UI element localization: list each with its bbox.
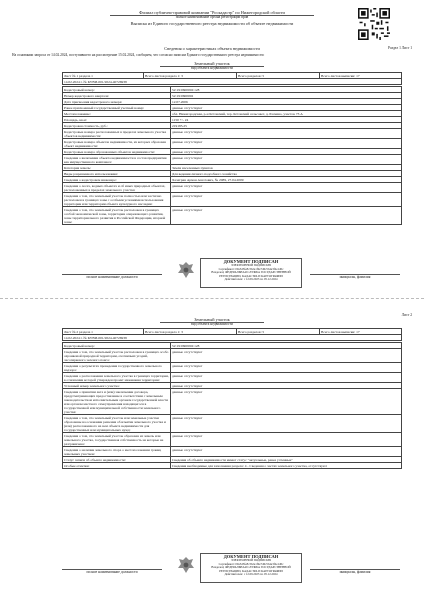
initials-caption: инициалы, фамилия <box>339 275 371 279</box>
table-row <box>63 207 402 225</box>
row-value: 52:19:0600002 <box>171 93 402 99</box>
org-name: Филиал публично-правовой компании "Роскадастр" по Нижегородской области <box>110 10 314 16</box>
row-value: Сведения об объекте недвижимости имеют статус "актуальные, ранее учтенные" <box>171 457 402 463</box>
row-value: данные отсутствуют <box>171 207 402 225</box>
stamp-title: ДОКУМЕНТ ПОДПИСАН <box>223 259 279 264</box>
table-row <box>63 363 402 373</box>
row-value: данные отсутствуют <box>171 389 402 415</box>
row-label: Кадастровые номера расположенных в пределах земельного участка объектов недвижимости: <box>63 129 171 139</box>
row-label: Сведения о наличии земельного спора о местоположении границ земельных участков: <box>63 447 171 457</box>
coat-of-arms-icon <box>176 555 196 575</box>
characteristics-table <box>62 86 402 225</box>
initials-line <box>310 268 400 275</box>
stamp-owner: Владелец: ФЕДЕРАЛЬНАЯ СЛУЖБА ГОСУДАРСТВЕННОЙ РЕГИСТРАЦИИ, КАДАСТРА И КАРТОГРАФИИ <box>211 270 291 278</box>
table-row <box>63 183 402 193</box>
document-title: Выписка из Единого государственного реестра недвижимости об объекте недвижимости <box>130 21 294 26</box>
row-value: данные отсутствуют <box>171 447 402 457</box>
object-type: Земельный участок <box>160 317 264 323</box>
row-label: Сведения о включении объекта недвижимости в состав предприятия как имущественного комплекса: <box>63 155 171 165</box>
qr-code-icon <box>358 8 390 40</box>
row-value: данные отсутствуют <box>171 373 402 383</box>
row-label: Сведения о том, что земельный участок полностью или частично расположен в границах зоны с особыми условиями использования территории или территории объекта культурного наследия: <box>63 193 171 207</box>
org-name-caption: полное наименование органа регистрации прав <box>175 15 249 19</box>
row-label: Кадастровые номера объектов недвижимости, из которых образован объект недвижимости: <box>63 139 171 149</box>
meta-date-number: 14.02.2024 г. № КУВИ-001/2024-40726938 <box>63 335 402 341</box>
row-label: Сведения о расположении земельного участка в границах территории, в отношении которой утвержден проект межевания территории: <box>64 373 169 382</box>
table-row <box>63 139 402 149</box>
row-value: Земли населенных пунктов <box>171 165 402 171</box>
table-row <box>63 349 402 363</box>
row-label: Сведения о принятии акта и (или) заключении договора, предусматривающих предоставление в соответствии с земельным законодательством исполнительным органом государственной власти или органом местного самоуправления находящегося в государственной или муниципальной собственности земельного участка: <box>63 389 171 415</box>
stamp-valid: Действителен: с 12.09.2023 по 05.12.2024 <box>224 277 278 282</box>
row-value: данные отсутствуют <box>171 415 402 433</box>
section-subtitle: Сведения о характеристиках объекта недвижимости <box>164 46 260 51</box>
row-value: данные отсутствуют <box>171 105 402 111</box>
coat-of-arms-icon <box>176 260 196 280</box>
row-label: Кадастровые номера образованных объектов недвижимости: <box>63 149 171 155</box>
row-label: Условный номер земельного участка: <box>63 383 171 389</box>
row-label: Сведения о лесах, водных объектах и об иных природных объектах, расположенных в пределах земельного участка: <box>63 183 171 193</box>
row-value: данные отсутствуют <box>171 129 402 139</box>
row-label: Ранее присвоенный государственный учетный номер: <box>63 105 171 111</box>
row-value: данные отсутствуют <box>171 349 402 363</box>
row-label: Сведения о том, что земельный участок или земельные участки образованы на основании решения об изъятии земельного участка и (или) расположенного на нем объекта недвижимости для государственных или муниципальных нужд: <box>63 415 171 433</box>
position-caption: полное наименование должности <box>86 570 138 574</box>
digital-signature-stamp <box>200 258 302 288</box>
request-line: На основании запроса от 14.02.2024, поступившего на рассмотрение 15.02.2024, сообщаем, что согласно записям Единого государственного реестра недвижимости: <box>12 53 265 57</box>
row-label: Сведения о том, что земельный участок расположен в границах особой экономической зоны, территории опережающего развития, зоны территориального развития в Российской Федерации, игорной зоны: <box>63 207 171 225</box>
stamp-valid: Действителен: с 12.09.2023 по 05.12.2024 <box>224 572 278 577</box>
page-divider <box>0 298 424 299</box>
row-label: Сведения о результатах проведения государственного земельного надзора: <box>63 363 171 373</box>
row-label: Номер кадастрового квартала: <box>63 93 171 99</box>
row-value: данные отсутствуют <box>171 149 402 155</box>
row-label: Статус записи об объекте недвижимости: <box>63 457 171 463</box>
row-label: Кадастровый номер: <box>63 343 171 349</box>
table-row <box>63 433 402 447</box>
table-row <box>63 389 402 415</box>
row-label: Категория земель: <box>63 165 171 171</box>
position-caption: полное наименование должности <box>86 275 138 279</box>
table-row <box>63 373 402 383</box>
characteristics-table <box>62 342 402 469</box>
position-line <box>62 563 162 570</box>
initials-line <box>310 563 400 570</box>
meta-table <box>62 72 402 85</box>
row-value: 52:19:0600002:128 <box>171 87 402 93</box>
row-value: данные отсутствуют <box>171 363 402 373</box>
meta-sections: Всего разделов: 5 <box>237 329 320 335</box>
row-value: данные отсутствуют <box>171 139 402 149</box>
object-type: Земельный участок <box>160 61 264 67</box>
row-label: Дата присвоения кадастрового номера: <box>63 99 171 105</box>
stamp-owner: Владелец: ФЕДЕРАЛЬНАЯ СЛУЖБА ГОСУДАРСТВЕННОЙ РЕГИСТРАЦИИ, КАДАСТРА И КАРТОГРАФИИ <box>211 565 291 573</box>
meta-date-number: 14.02.2024 г. № КУВИ-001/2024-40726938 <box>63 79 402 85</box>
row-label: Сведения о том, что земельный участок расположен в границах особо охраняемой природной территории, охотничьих угодий, лесопаркового зеленого пояса: <box>63 349 171 363</box>
stamp-certificate: Сертификат: 00a3d5fe8c3b2a1f9e7d6c5b4a3f2e1d0c <box>218 266 284 271</box>
table-row <box>63 463 402 469</box>
table-row <box>63 193 402 207</box>
initials-caption: инициалы, фамилия <box>339 570 371 574</box>
extract-page-2 <box>0 305 424 600</box>
sheet-note: Раздел 1 Лист 1 <box>388 46 412 50</box>
digital-signature-stamp <box>200 553 302 583</box>
stamp-title: ДОКУМЕНТ ПОДПИСАН <box>223 554 279 559</box>
row-label: Виды разрешенного использования: <box>63 171 171 177</box>
row-value: данные отсутствуют <box>171 383 402 389</box>
row-label: Кадастровый номер: <box>63 87 171 93</box>
sheet-note: Лист 2 <box>401 313 412 317</box>
row-label: Местоположение: <box>63 111 171 117</box>
meta-sheets-total: Всего листов раздела 1: 3 <box>144 329 237 335</box>
row-value: 219185.25 <box>171 123 402 129</box>
row-value: данные отсутствуют <box>171 183 402 193</box>
row-value: обл. Нижегородская, р-н Кстовский, тер. Кстовский сельсовет, д. Раскино, участок 73 А <box>171 111 402 117</box>
stamp-subtitle: ЭЛЕКТРОННОЙ ПОДПИСЬЮ <box>230 263 272 267</box>
meta-sheets-total: Всего листов раздела 1: 3 <box>144 73 237 79</box>
row-label: Площадь, кв.м: <box>63 117 171 123</box>
row-label: Особые отметки: <box>63 463 171 469</box>
row-value: 52:19:0600002:128 <box>171 343 402 349</box>
table-row <box>63 447 402 457</box>
row-value: данные отсутствуют <box>171 155 402 165</box>
stamp-certificate: Сертификат: 00a3d5fe8c3b2a1f9e7d6c5b4a3f2e1d0c <box>218 561 284 566</box>
row-value: 12.07.2006 <box>171 99 402 105</box>
object-type-caption: вид объекта недвижимости <box>191 322 233 326</box>
row-value: Для ведения личного подсобного хозяйства <box>171 171 402 177</box>
row-value: данные отсутствуют <box>171 193 402 207</box>
row-label: Сведения о том, что земельный участок образован из земель или земельного участка, государственная собственность на которые не разграничена: <box>63 433 171 447</box>
meta-sections: Всего разделов: 5 <box>237 73 320 79</box>
meta-sheet: Лист № 2 раздела 1 <box>63 329 144 335</box>
row-label: Сведения о кадастровом инженере: <box>63 177 171 183</box>
row-value: Сведения необходимые для заполнения раздела: 4 - Сведения о частях земельного участка, отсутствуют <box>171 463 402 469</box>
stamp-subtitle: ЭЛЕКТРОННОЙ ПОДПИСЬЮ <box>230 558 272 562</box>
meta-sheets-all: Всего листов выписки: 17 <box>320 329 402 335</box>
table-row <box>63 129 402 139</box>
row-value: Хачатрян Арман Ашотович, № 2089, 27.04.2009 <box>171 177 402 183</box>
row-value: данные отсутствуют <box>171 433 402 447</box>
meta-sheets-all: Всего листов выписки: 17 <box>320 73 402 79</box>
meta-table <box>62 328 402 341</box>
table-row <box>63 415 402 433</box>
object-type-caption: вид объекта недвижимости <box>191 66 233 70</box>
position-line <box>62 268 162 275</box>
meta-sheet: Лист № 1 раздела 1 <box>63 73 144 79</box>
table-row <box>63 155 402 165</box>
row-value: 1150 +/- 24 <box>171 117 402 123</box>
row-label: Кадастровая стоимость, руб.: <box>63 123 171 129</box>
